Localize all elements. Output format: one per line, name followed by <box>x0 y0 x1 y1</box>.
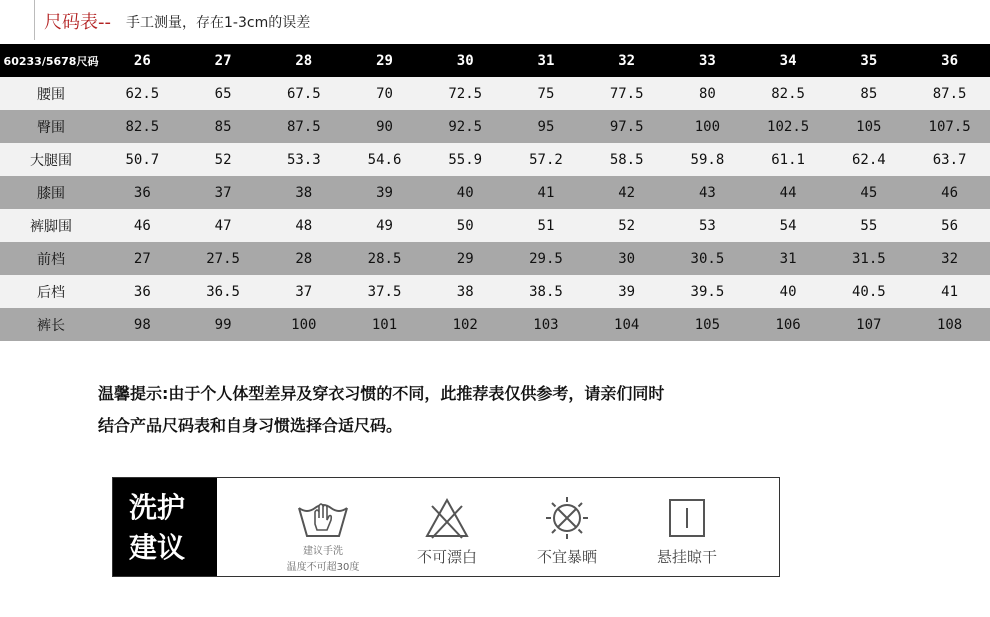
table-cell: 45 <box>828 176 909 209</box>
table-cell: 108 <box>909 308 990 341</box>
table-cell: 82.5 <box>102 110 183 143</box>
size-header-cell: 32 <box>586 44 667 77</box>
table-cell: 56 <box>909 209 990 242</box>
table-cell: 38 <box>425 275 506 308</box>
table-cell: 85 <box>183 110 264 143</box>
table-cell: 53 <box>667 209 748 242</box>
table-cell: 70 <box>344 77 425 110</box>
size-header-cell: 27 <box>183 44 264 77</box>
table-cell: 107.5 <box>909 110 990 143</box>
size-header-cell: 33 <box>667 44 748 77</box>
size-header-corner: 60233/5678尺码 <box>0 44 102 77</box>
table-cell: 62.5 <box>102 77 183 110</box>
table-row <box>0 176 990 209</box>
size-header-cell: 36 <box>909 44 990 77</box>
table-cell: 37 <box>183 176 264 209</box>
table-cell: 104 <box>586 308 667 341</box>
table-cell: 82.5 <box>748 77 829 110</box>
page-header <box>0 0 990 44</box>
size-table-body <box>0 44 990 341</box>
table-cell: 28 <box>263 242 344 275</box>
table-cell: 38 <box>263 176 344 209</box>
table-cell: 62.4 <box>828 143 909 176</box>
table-cell: 98 <box>102 308 183 341</box>
table-cell: 95 <box>506 110 587 143</box>
table-cell: 46 <box>909 176 990 209</box>
hand-wash-icon <box>293 494 353 542</box>
table-cell: 53.3 <box>263 143 344 176</box>
table-cell: 103 <box>506 308 587 341</box>
size-header-cell: 28 <box>263 44 344 77</box>
size-header-cell: 29 <box>344 44 425 77</box>
size-header-cell: 30 <box>425 44 506 77</box>
table-cell: 42 <box>586 176 667 209</box>
table-row <box>0 110 990 143</box>
table-cell: 36.5 <box>183 275 264 308</box>
table-cell: 31.5 <box>828 242 909 275</box>
row-label: 腰围 <box>0 77 102 110</box>
table-cell: 105 <box>667 308 748 341</box>
size-header-cell: 31 <box>506 44 587 77</box>
table-cell: 50 <box>425 209 506 242</box>
table-cell: 55.9 <box>425 143 506 176</box>
table-cell: 106 <box>748 308 829 341</box>
table-cell: 29 <box>425 242 506 275</box>
table-row <box>0 143 990 176</box>
table-cell: 28.5 <box>344 242 425 275</box>
table-cell: 75 <box>506 77 587 110</box>
size-header-row <box>0 44 990 77</box>
hand-wash-label-2: 温度不可超30度 <box>286 562 360 573</box>
table-cell: 61.1 <box>748 143 829 176</box>
size-header-cell: 34 <box>748 44 829 77</box>
row-label: 后档 <box>0 275 102 308</box>
row-label: 裤长 <box>0 308 102 341</box>
table-cell: 54 <box>748 209 829 242</box>
row-label: 臀围 <box>0 110 102 143</box>
table-cell: 101 <box>344 308 425 341</box>
table-cell: 41 <box>506 176 587 209</box>
table-cell: 80 <box>667 77 748 110</box>
table-cell: 30 <box>586 242 667 275</box>
table-cell: 44 <box>748 176 829 209</box>
table-cell: 36 <box>102 275 183 308</box>
table-cell: 54.6 <box>344 143 425 176</box>
table-row <box>0 209 990 242</box>
table-cell: 57.2 <box>506 143 587 176</box>
table-cell: 67.5 <box>263 77 344 110</box>
table-cell: 100 <box>263 308 344 341</box>
care-heading-line-2: 建议 <box>129 531 186 564</box>
care-item-hand-wash <box>253 478 393 576</box>
table-cell: 87.5 <box>263 110 344 143</box>
table-cell: 32 <box>909 242 990 275</box>
table-cell: 50.7 <box>102 143 183 176</box>
size-header-cell: 35 <box>828 44 909 77</box>
table-cell: 36 <box>102 176 183 209</box>
tip-line-2: 结合产品尺码表和自身习惯选择合适尺码。 <box>98 416 403 435</box>
care-heading <box>113 478 217 576</box>
table-cell: 105 <box>828 110 909 143</box>
table-row <box>0 275 990 308</box>
table-cell: 63.7 <box>909 143 990 176</box>
header-divider <box>34 0 35 40</box>
table-cell: 43 <box>667 176 748 209</box>
row-label: 大腿围 <box>0 143 102 176</box>
size-table <box>0 44 990 341</box>
table-cell: 47 <box>183 209 264 242</box>
care-instructions <box>112 477 780 577</box>
table-cell: 30.5 <box>667 242 748 275</box>
table-cell: 40 <box>425 176 506 209</box>
table-cell: 40.5 <box>828 275 909 308</box>
no-bleach-label: 不可漂白 <box>416 548 477 566</box>
table-cell: 46 <box>102 209 183 242</box>
table-cell: 59.8 <box>667 143 748 176</box>
table-cell: 99 <box>183 308 264 341</box>
table-cell: 37 <box>263 275 344 308</box>
table-row <box>0 308 990 341</box>
table-cell: 40 <box>748 275 829 308</box>
table-cell: 102.5 <box>748 110 829 143</box>
table-cell: 41 <box>909 275 990 308</box>
row-label: 裤脚围 <box>0 209 102 242</box>
hang-dry-icon <box>662 494 712 542</box>
table-cell: 39 <box>344 176 425 209</box>
table-cell: 52 <box>586 209 667 242</box>
table-cell: 31 <box>748 242 829 275</box>
row-label: 膝围 <box>0 176 102 209</box>
care-item-no-bleach <box>389 478 505 576</box>
table-cell: 100 <box>667 110 748 143</box>
table-cell: 51 <box>506 209 587 242</box>
hand-wash-label-1: 建议手洗 <box>303 546 343 557</box>
table-cell: 92.5 <box>425 110 506 143</box>
table-cell: 39.5 <box>667 275 748 308</box>
table-cell: 58.5 <box>586 143 667 176</box>
table-cell: 39 <box>586 275 667 308</box>
table-cell: 102 <box>425 308 506 341</box>
table-cell: 87.5 <box>909 77 990 110</box>
hang-dry-label: 悬挂晾干 <box>656 548 717 566</box>
table-cell: 37.5 <box>344 275 425 308</box>
table-cell: 49 <box>344 209 425 242</box>
table-cell: 27.5 <box>183 242 264 275</box>
page-title: 尺码表-- <box>44 12 111 33</box>
table-cell: 65 <box>183 77 264 110</box>
table-cell: 72.5 <box>425 77 506 110</box>
no-sun-label: 不宜暴晒 <box>536 548 597 566</box>
no-sun-dry-icon <box>542 494 592 542</box>
measurement-note: 手工测量，存在1-3cm的误差 <box>126 15 311 31</box>
table-cell: 29.5 <box>506 242 587 275</box>
size-header-cell: 26 <box>102 44 183 77</box>
table-cell: 52 <box>183 143 264 176</box>
size-tip <box>98 378 818 442</box>
table-cell: 55 <box>828 209 909 242</box>
table-cell: 48 <box>263 209 344 242</box>
table-row <box>0 77 990 110</box>
row-label: 前档 <box>0 242 102 275</box>
table-cell: 77.5 <box>586 77 667 110</box>
table-row <box>0 242 990 275</box>
table-cell: 97.5 <box>586 110 667 143</box>
table-cell: 38.5 <box>506 275 587 308</box>
table-cell: 85 <box>828 77 909 110</box>
care-heading-line-1: 洗护 <box>129 491 186 524</box>
table-cell: 107 <box>828 308 909 341</box>
table-cell: 90 <box>344 110 425 143</box>
table-cell: 27 <box>102 242 183 275</box>
care-item-no-sun <box>509 478 625 576</box>
care-item-hang-dry <box>629 478 745 576</box>
tip-line-1: 温馨提示:由于个人体型差异及穿衣习惯的不同，此推荐表仅供参考，请亲们同时 <box>98 384 665 403</box>
no-bleach-icon <box>422 494 472 542</box>
